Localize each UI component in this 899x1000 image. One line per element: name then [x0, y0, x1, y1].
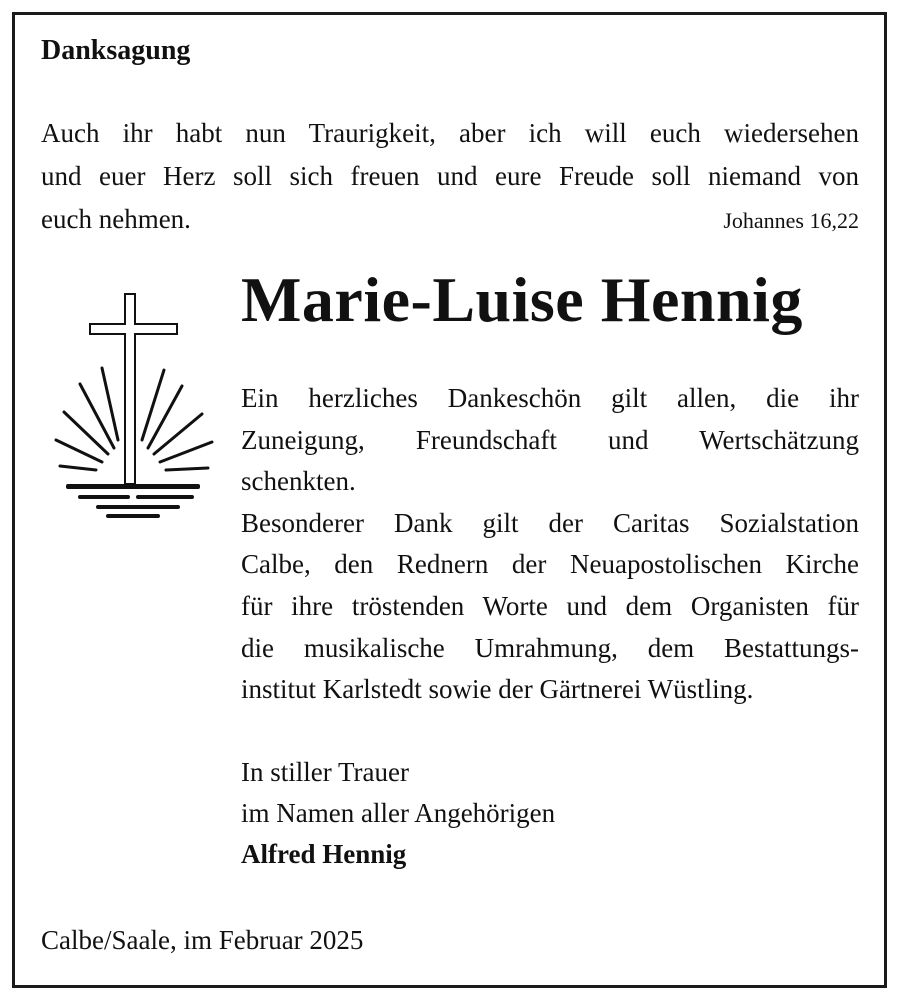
thanks-line: schenkten. [241, 466, 356, 497]
verse-last-line [41, 198, 859, 242]
cross-rising-sun-icon [52, 290, 218, 522]
thanks-line: die musikalische Umrahmung, dem Bestattungs- [241, 632, 859, 663]
thanks-line: Calbe, den Rednern der Neuapostolischen Kirche [241, 549, 859, 580]
verse-line: und euer Herz soll sich freuen und eure Freude soll niemand von [41, 161, 859, 191]
thanks-line: für ihre tröstenden Worte und dem Organisten für [241, 590, 859, 621]
closing-line: In stiller Trauer [241, 757, 409, 787]
verse-line: Auch ihr habt nun Traurigkeit, aber ich will euch wiedersehen [41, 118, 859, 148]
place-date: Calbe/Saale, im Februar 2025 [41, 925, 364, 955]
thanks-paragraph [241, 503, 859, 711]
thanks-line: institut Karlstedt sowie der Gärtnerei Wüstling. [241, 674, 754, 705]
thanks-paragraph [241, 378, 859, 503]
thanks-text [241, 378, 859, 711]
thanks-line: Ein herzliches Dankeschön gilt allen, die ihr [241, 383, 859, 413]
verse-reference: Johannes 16,22 [723, 208, 859, 233]
bible-verse [41, 112, 859, 198]
thanks-line: Zuneigung, Freundschaft und Wertschätzung [241, 424, 859, 455]
closing-block [241, 752, 859, 875]
thanks-line: Besonderer Dank gilt der Caritas Sozialstation [241, 507, 859, 538]
verse-line: euch nehmen. [41, 204, 191, 234]
deceased-name: Marie-Luise Hennig [241, 264, 803, 335]
heading: Danksagung [41, 35, 191, 66]
closing-line: im Namen aller Angehörigen [241, 798, 556, 828]
signer-name: Alfred Hennig [241, 839, 407, 869]
